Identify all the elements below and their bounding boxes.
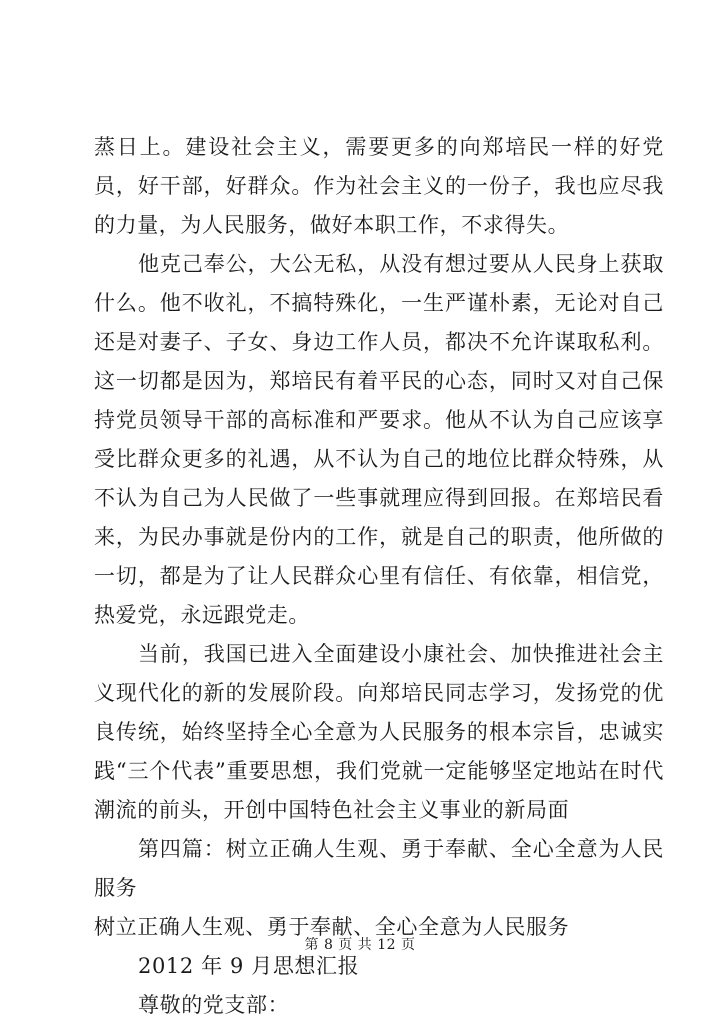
document-body	[94, 128, 664, 1025]
salutation: 尊敬的党支部：	[138, 993, 290, 1017]
section-heading-4: 第四篇：树立正确人生观、勇于奉献、全心全意为人民服务	[94, 837, 664, 900]
section-subtitle: 树立正确人生观、勇于奉献、全心全意为人民服务	[94, 915, 570, 939]
report-date: 2012 年 9 月思想汇报	[138, 954, 360, 978]
paragraph-1: 蒸日上。建设社会主义，需要更多的向郑培民一样的好党员，好干部，好群众。作为社会主义的一份子，我也应尽我的力量，为人民服务，做好本职工作，不求得失。	[94, 135, 664, 237]
paragraph-2: 他克己奉公，大公无私，从没有想过要从人民身上获取什么。他不收礼，不搞特殊化，一生严谨朴素，无论对自己还是对妻子、子女、身边工作人员，都决不允许谋取私利。这一切都是因为，郑培民有着平民的心态，同时又对自己保持党员领导干部的高标准和严要求。他从不认为自己应该享受比群众更多的礼遇，从不认为自己的地位比群众特殊，从不认为自己为人民做了一些事就理应得到回报。在郑培民看来，为民办事就是份内的工作，就是自己的职责，他所做的一切，都是为了让人民群众心里有信任、有依靠，相信党，热爱党，永远跟党走。	[94, 252, 664, 627]
page-number-footer: 第 8 页 共 12 页	[304, 937, 416, 953]
paragraph-3: 当前，我国已进入全面建设小康社会、加快推进社会主义现代化的新的发展阶段。向郑培民同志学习，发扬党的优良传统，始终坚持全心全意为人民服务的根本宗旨，忠诚实践“三个代表”重要思想，我们党就一定能够坚定地站在时代潮流的前头，开创中国特色社会主义事业的新局面	[94, 642, 664, 822]
